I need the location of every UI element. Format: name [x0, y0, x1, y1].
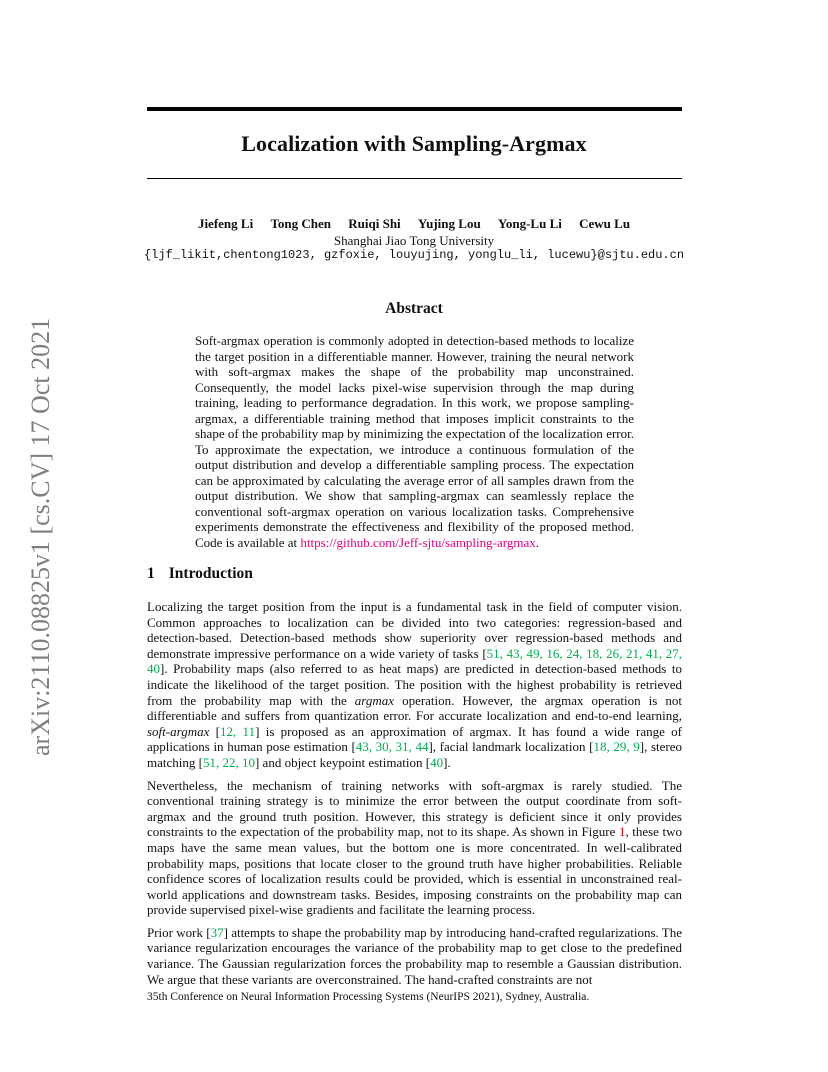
citation-link[interactable]: 18, 29, 9	[593, 739, 640, 755]
text: , these two maps have the same mean values, but the bottom one is more concentrated. In well-calibrated probability maps, positions that locate closer to the ground truth have higher probabilities. Reliable confidence scores of localization results could be provided, which is essential in unconstrained real-world applications and downstream tasks. Besides, imposing constraints on the probability map can provide supervised pixel-wise gradients and facilitate the learning process.	[147, 824, 682, 918]
title-rule-top	[147, 107, 682, 111]
author-emails: {ljf_likit,chentong1023, gzfoxie, louyujing, yonglu_li, lucewu}@sjtu.edu.cn	[143, 248, 685, 262]
citation-link[interactable]: 12, 11	[220, 723, 256, 739]
author: Tong Chen	[270, 216, 332, 231]
author: Yujing Lou	[417, 216, 481, 231]
citation-link[interactable]: 51, 22, 10	[202, 754, 255, 770]
text: Prior work [	[147, 924, 211, 940]
citation-link[interactable]: 40	[430, 754, 444, 770]
paragraph	[147, 599, 682, 771]
abstract-heading: Abstract	[385, 300, 443, 317]
author: Cewu Lu	[579, 216, 631, 231]
abstract-text: Soft-argmax operation is commonly adopted in detection-based methods to localize the target position in a differentiable manner. However, training the neural network with soft-argmax makes the shape of the probability map unconstrained. Consequently, the model lacks pixel-wise supervision through the map during training, leading to performance degradation. In this work, we propose sampling-argmax, a differentiable training method that imposes implicit constraints to the shape of the probability map by minimizing the expectation of the localization error. To approximate the expectation, we introduce a continuous formulation of the output distribution and develop a differentiable sampling process. The expectation can be approximated by calculating the average error of all samples drawn from the output distribution. We show that sampling-argmax can seamlessly replace the conventional soft-argmax operation on various localization tasks. Comprehensive experiments demonstrate the effectiveness and flexibility of the proposed method. Code is available at	[195, 333, 634, 550]
code-link[interactable]: https://github.com/Jeff-sjtu/sampling-argmax	[300, 534, 536, 550]
figure-link[interactable]: 1	[618, 824, 626, 840]
citation-link[interactable]: 43, 30, 31, 44	[355, 739, 429, 755]
text: ]. Probability maps (also referred to as heat maps) are predicted in detection-based methods to indicate the likelihood of the target position. The position with the highest probability is retrieved from the probability map with the	[147, 661, 682, 708]
author: Yong-Lu Li	[497, 216, 562, 231]
text: [	[209, 723, 220, 739]
text: ] attempts to shape the probability map by introducing hand-crafted regularizations. The variance regularization encourages the variance of the probability map to get close to the predefined variance. The Gaussian regularization forces the probability map to resemble a Gaussian distribution. We argue that these variants are overconstrained. The hand-crafted constraints are not	[147, 924, 683, 987]
section-heading	[147, 565, 253, 583]
text: Localizing the target position from the input is a fundamental task in the field of computer vision. Common approaches to localization can be divided into two categories: regression-based and detection-based. Detection-based methods show superiority over regression-based methods and demonstrate impressive performance on a wide variety of tasks [	[147, 599, 682, 661]
author: Ruiqi Shi	[348, 216, 401, 231]
text: ], facial landmark localization [	[428, 739, 594, 755]
author-list	[0, 216, 828, 232]
section-title: Introduction	[168, 565, 253, 582]
text: Nevertheless, the mechanism of training networks with soft-argmax is rarely studied. The conventional training strategy is to minimize the error between the output coordinate from soft-argmax and the ground truth position. However, this strategy is deficient since it only provides constraints to the expectation of the probability map, not to its shape. As shown in Figure	[147, 777, 682, 840]
paragraph	[147, 778, 682, 918]
affiliation: Shanghai Jiao Tong University	[333, 233, 495, 248]
body-text	[147, 599, 682, 994]
author: Jiefeng Li	[197, 216, 254, 231]
conference-footer: 35th Conference on Neural Information Processing Systems (NeurIPS 2021), Sydney, Australia.	[147, 991, 590, 1003]
section-number: 1	[147, 565, 155, 582]
text: ] and object keypoint estimation [	[254, 754, 431, 770]
citation-link[interactable]: 37	[210, 924, 224, 940]
abstract-body	[195, 333, 634, 550]
emphasis: argmax	[354, 692, 395, 708]
paragraph	[147, 925, 682, 987]
citation-link[interactable]: 51, 43, 49, 16, 24, 18, 26, 21, 41, 27, 40	[147, 645, 683, 677]
emphasis: soft-argmax	[147, 723, 210, 739]
text: operation. However, the argmax operation is not differentiable and suffers from quantization error. For accurate localization and end-to-end learning,	[147, 692, 682, 724]
paper-title: Localization with Sampling-Argmax	[241, 131, 587, 156]
abstract-end: .	[535, 534, 539, 550]
title-rule-bottom	[147, 178, 682, 179]
arxiv-stamp: arXiv:2110.08825v1 [cs.CV] 17 Oct 2021	[26, 317, 55, 756]
text: ] is proposed as an approximation of argmax. It has found a wide range of applications in human pose estimation [	[147, 723, 682, 755]
text: ].	[443, 754, 451, 770]
text: ], stereo matching [	[147, 739, 683, 770]
